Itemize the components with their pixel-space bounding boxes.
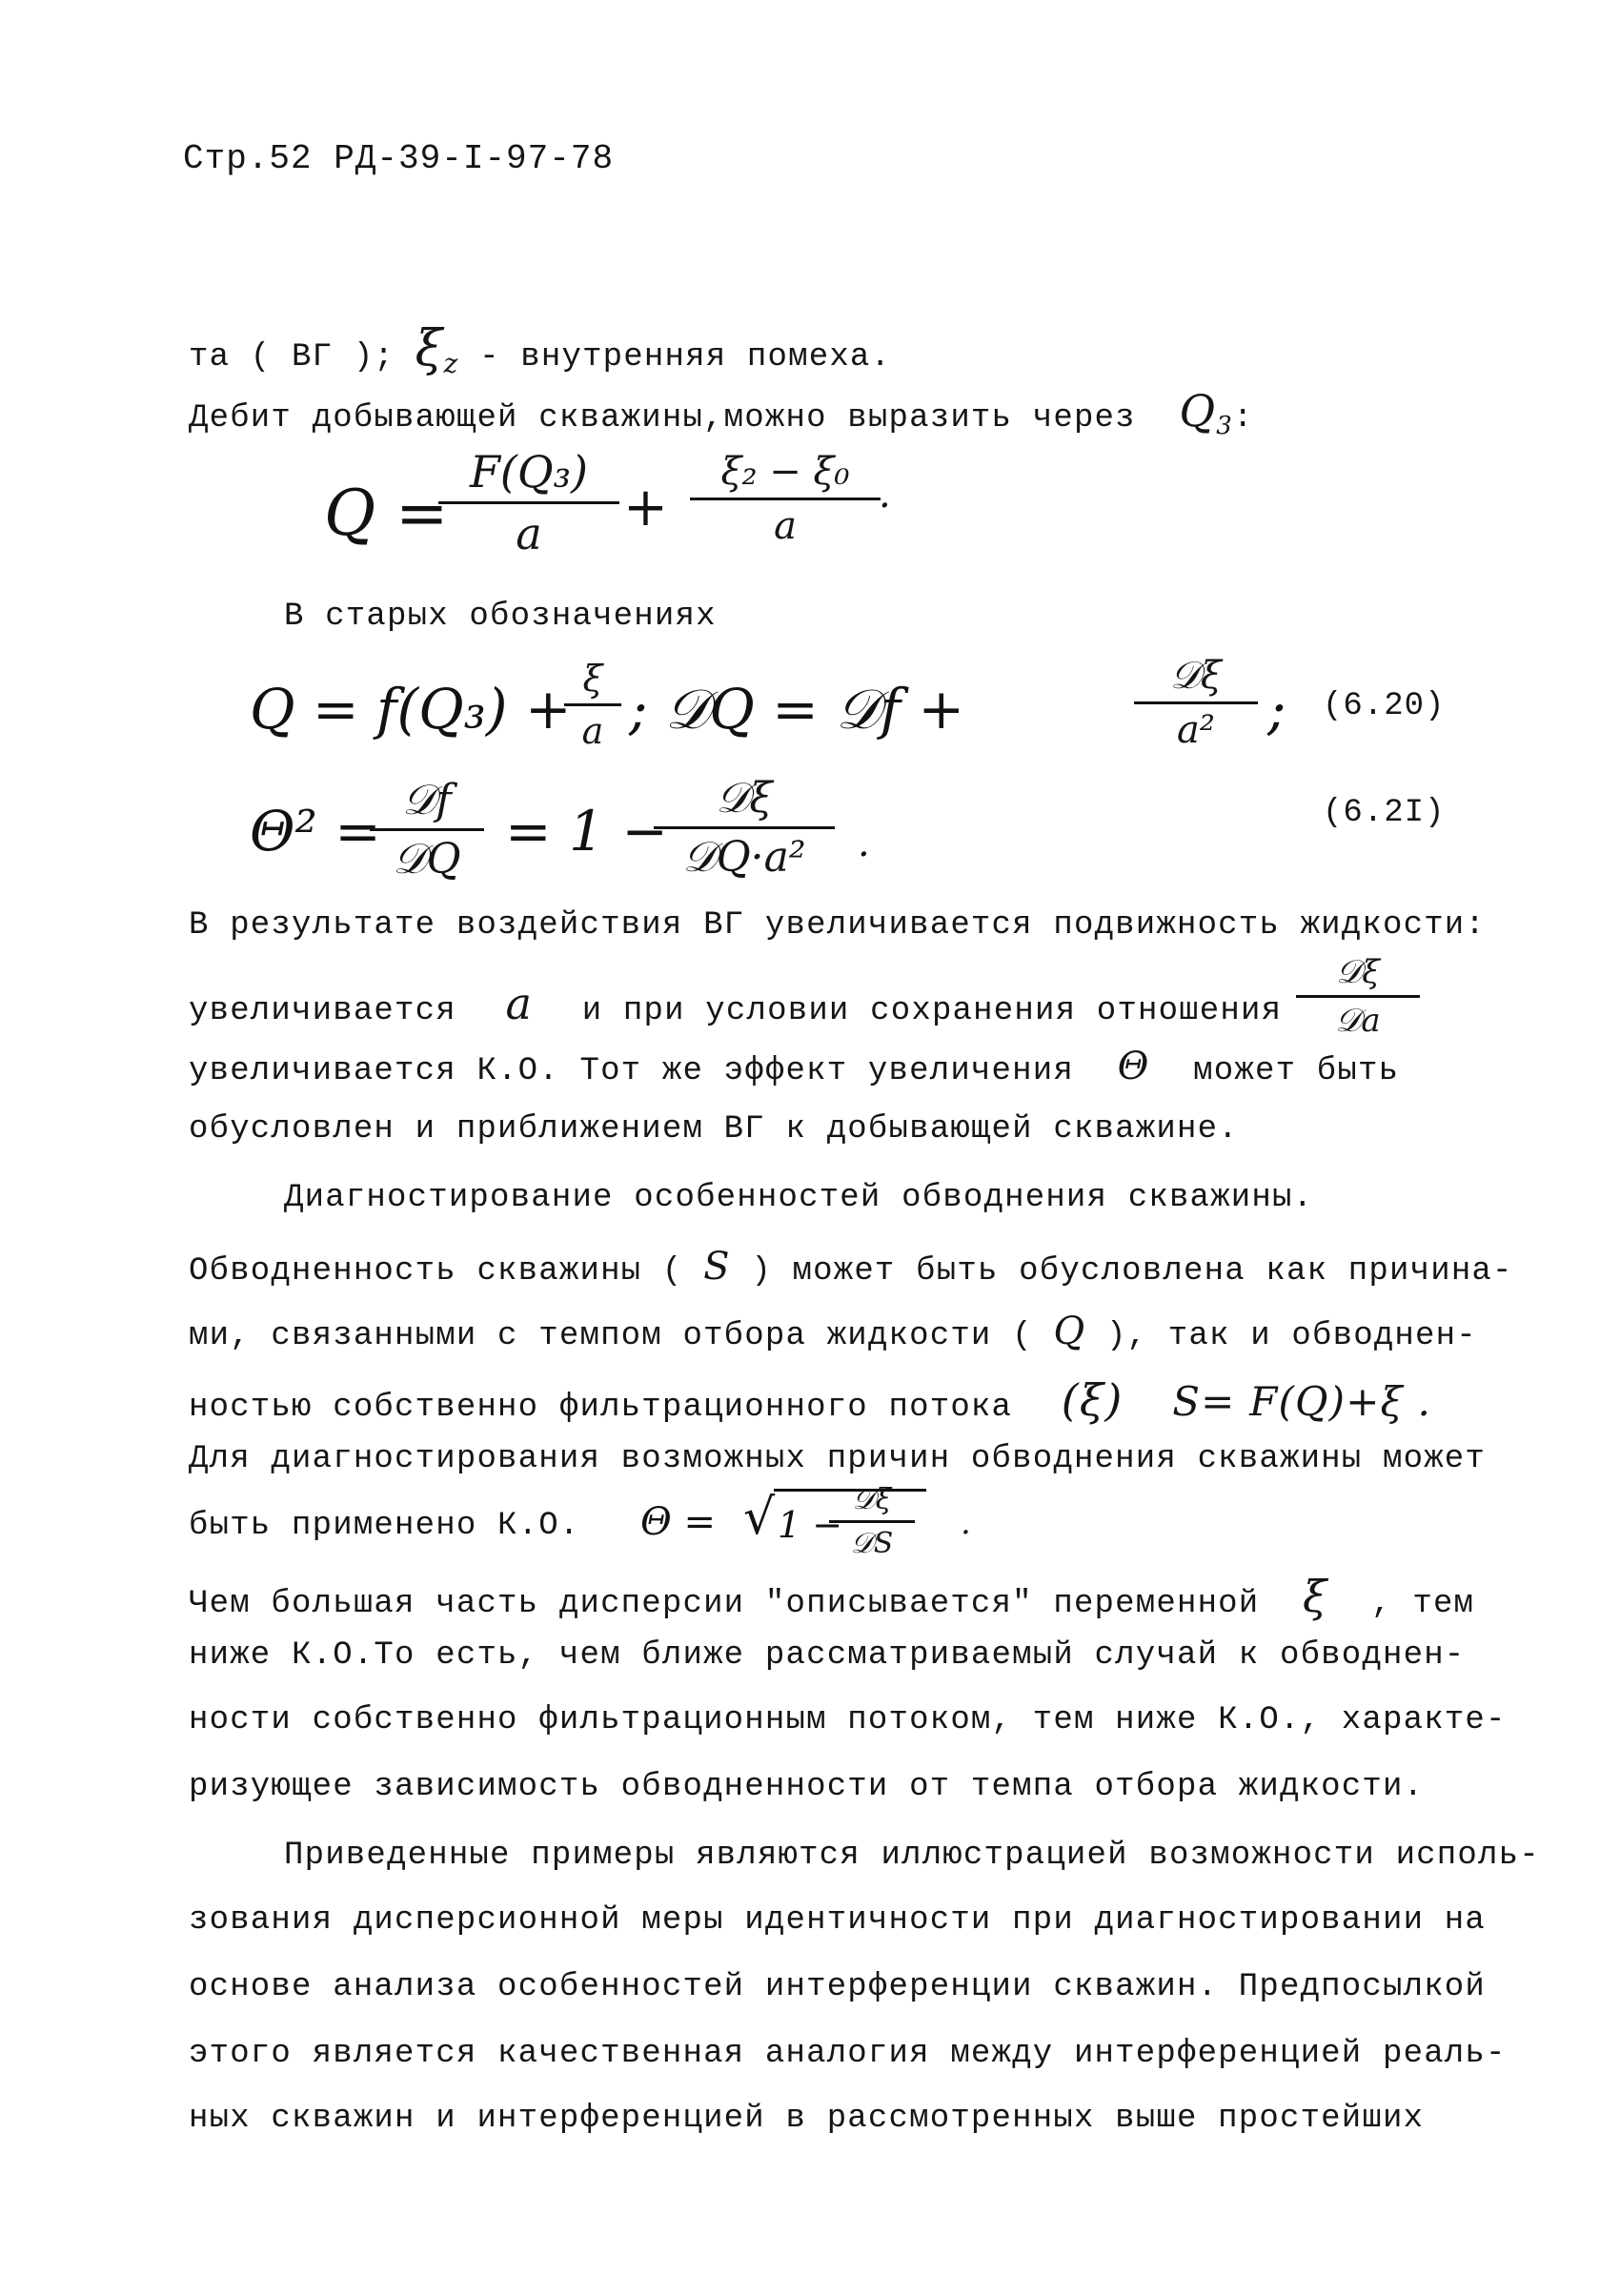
q-symbol: Q: [1053, 1310, 1086, 1353]
text-fragment: ностью собственно фильтрационного потока: [189, 1390, 1013, 1426]
fraction-numerator: ξ: [564, 658, 621, 706]
text-line: [189, 1374, 1431, 1426]
text-fragment: - внутренняя помеха.: [479, 339, 892, 376]
fraction-numerator: 𝒟f: [370, 776, 484, 831]
text-fragment: ) может быть обусловлена как причина-: [751, 1253, 1513, 1290]
subscript: z: [443, 347, 459, 379]
fraction-denominator: 𝒟Q·a²: [682, 833, 806, 882]
text-fragment: быть применено К.О.: [189, 1508, 580, 1544]
text-line: ных скважин и интерференцией в рассмотренных выше простейших: [189, 2101, 1425, 2137]
theta-rhs: 1 −: [778, 1504, 843, 1546]
eq1-tail: .: [879, 473, 891, 517]
text-fragment: и при условии сохранения отношения: [581, 993, 1283, 1029]
eq2-fraction-2: [1134, 654, 1258, 752]
eq1-lhs: Q =: [324, 477, 449, 550]
text-fragment: та ( ВГ );: [189, 339, 395, 376]
fraction-numerator: F(Q₃): [438, 446, 619, 504]
sqrt-sign: √: [743, 1489, 776, 1546]
fraction-denominator: a: [774, 504, 797, 548]
text-line: Для диагностирования возможных причин обводнения скважины может: [189, 1441, 1487, 1477]
eq1-fraction-1: [438, 446, 619, 559]
theta-lhs: Θ =: [640, 1500, 717, 1544]
text-fragment: Обводненность скважины (: [189, 1253, 683, 1290]
text-line: В старых обозначениях: [284, 599, 717, 635]
theta-symbol: Θ: [1117, 1045, 1150, 1088]
eq3-part-b: = 1 −: [505, 799, 668, 864]
text-line: [189, 978, 1282, 1029]
fraction-denominator: a: [516, 508, 542, 559]
text-fragment: может быть: [1193, 1053, 1400, 1089]
text-fragment: Дебит добывающей скважины,можно выразить через: [189, 400, 1136, 437]
text-line: ниже К.О.То есть, чем ближе рассматриваемый случай к обводнен-: [189, 1637, 1466, 1674]
eq3-fraction-2: [654, 774, 835, 882]
fraction-numerator: ξ₂ − ξ₀: [690, 450, 881, 500]
text-fragment: , тем: [1371, 1586, 1475, 1622]
xi-symbol: ξ: [415, 320, 444, 377]
equation-number: (6.20): [1323, 688, 1446, 724]
text-line: зования дисперсионной меры идентичности при диагностировании на: [189, 1902, 1487, 1939]
text-fragment: увеличивается: [189, 993, 456, 1029]
plus-sign: +: [623, 477, 668, 538]
eq3-fraction-1: [370, 776, 484, 884]
fraction-numerator: 𝒟ξ: [1134, 654, 1258, 704]
fraction-numerator: 𝒟ξ: [1296, 953, 1420, 998]
text-line: ризующее зависимость обводненности от темпа отбора жидкости.: [189, 1769, 1425, 1805]
a-symbol: a: [505, 978, 534, 1029]
xi-symbol: ξ: [1302, 1571, 1328, 1622]
theta-fraction: [829, 1483, 915, 1560]
text-line: [189, 1310, 1477, 1354]
text-fragment: увеличивается К.О. Тот же эффект увеличения: [189, 1053, 1074, 1089]
text-line: [189, 1045, 1399, 1089]
text-fragment: ми, связанными с темпом отбора жидкости (: [189, 1318, 1033, 1354]
subscript: 3: [1216, 411, 1234, 440]
text-line: [189, 1508, 579, 1544]
fraction-denominator: 𝒟S: [850, 1527, 894, 1560]
eq2-fraction-1: [564, 658, 621, 752]
text-fragment: Чем большая часть дисперсии "описывается" переменной: [189, 1586, 1260, 1622]
q-symbol: Q: [1179, 385, 1217, 437]
text-line: В результате воздействия ВГ увеличивается подвижность жидкости:: [189, 907, 1487, 944]
fraction-numerator: 𝒟ξ: [654, 774, 835, 829]
fraction-denominator: a²: [1177, 708, 1215, 752]
text-line: [189, 1571, 1474, 1622]
text-line: Приведенные примеры являются иллюстрацией возможности исполь-: [284, 1838, 1540, 1874]
fraction-numerator: 𝒟ξ: [829, 1483, 915, 1523]
text-fragment: :: [1233, 400, 1254, 437]
s-symbol: S: [703, 1245, 731, 1289]
inline-ratio: [1296, 953, 1420, 1040]
text-line: Диагностирование особенностей обводнения скважины.: [284, 1180, 1314, 1216]
text-line: этого является качественная аналогия между интерференцией реаль-: [189, 2036, 1507, 2072]
page-header: Стр.52 РД-39-I-97-78: [183, 139, 615, 178]
eq2-part-c: ;: [1267, 677, 1286, 742]
text-line: [189, 1245, 1513, 1290]
fraction-denominator: 𝒟Q: [393, 835, 461, 884]
text-line: обусловлен и приближением ВГ к добывающей скважине.: [189, 1111, 1239, 1148]
eq3-part-c: .: [858, 822, 870, 865]
equation-number: (6.2I): [1323, 795, 1446, 831]
fraction-denominator: a: [581, 710, 604, 752]
text-line: ности собственно фильтрационным потоком, тем ниже К.О., характе-: [189, 1702, 1507, 1738]
eq2-part-b: ; 𝒟Q = 𝒟f +: [629, 677, 965, 742]
inline-equation: S= F(Q)+ξ .: [1172, 1378, 1432, 1425]
eq1-fraction-2: [690, 450, 881, 548]
text-line: [189, 385, 1254, 440]
eq3-part-a: Θ² =: [250, 799, 381, 864]
eq2-part-a: Q = f(Q₃) +: [250, 677, 572, 742]
fraction-denominator: 𝒟a: [1335, 1002, 1381, 1040]
theta-tail: .: [961, 1504, 971, 1542]
text-fragment: ), так и обводнен-: [1105, 1318, 1477, 1354]
text-line: [189, 320, 891, 379]
xi-symbol: (ξ): [1061, 1374, 1124, 1426]
text-line: основе анализа особенностей интерференции скважин. Предпосылкой: [189, 1969, 1487, 2005]
